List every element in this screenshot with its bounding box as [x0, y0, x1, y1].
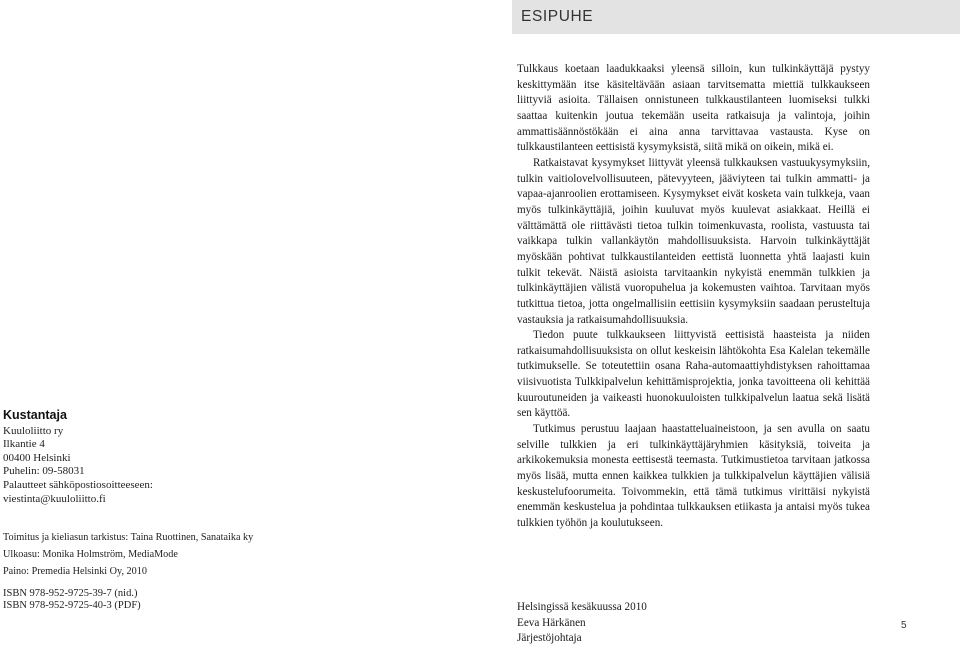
section-header-bar: [512, 0, 960, 34]
isbn-pdf: ISBN 978-952-9725-40-3 (PDF): [3, 600, 141, 611]
publisher-line: Kuuloliitto ry: [3, 424, 64, 437]
credits: [3, 529, 423, 580]
publisher-line: Ilkantie 4: [3, 438, 45, 451]
paragraph: Tulkkaus koetaan laadukkaaksi yleensä silloin, kun tulkinkäyttäjä pystyy keskittymään itse käsiteltävään asiaan tarvitsematta miettiä tulkkaukseen liittyviä asioita. Tällaisen onnistuneen tulkkaustilanteen luomiseksi tulkki saattaa kuitenkin joutua tekemään useita ratkaisuja ja valintoja, joihin ammattisäännöstökään ei aina anna tarvittavaa vastausta. Kyse on tulkkaustilanteen eettisistä kysymyksistä, siitä mikä on oikein, mikä ei.: [517, 63, 870, 154]
signature-title: Järjestöjohtaja: [517, 632, 582, 645]
signature-place-date: Helsingissä kesäkuussa 2010: [517, 601, 647, 613]
publisher-heading: Kustantaja: [3, 408, 67, 422]
isbn-block: [3, 588, 141, 612]
publisher-info: [3, 409, 363, 506]
signature-block: [517, 600, 647, 647]
paragraph: Tiedon puute tulkkaukseen liittyvistä eettisistä haasteista ja niiden ratkaisumahdollisuuksista on ollut keskeisin lähtökohta Esa Kalelan tekemälle tutkimukselle. Se toteutettiin osana Raha-automaattiyhdistyksen rahoittamaa viisivuotista Tulkkipalvelun kehittämisprojektia, jonka tavoitteena oli kehittää kuuroutuneiden ja vaikeasti huonokuuloisten tulkkipalvelun laatua sekä lisätä sen käyttöä.: [517, 329, 870, 420]
signature-name: Eeva Härkänen: [517, 616, 586, 629]
section-title: ESIPUHE: [521, 8, 594, 25]
publisher-email: viestinta@kuuloliitto.fi: [3, 492, 106, 505]
cover-credit: Ulkoasu: Monika Holmström, MediaMode: [3, 549, 178, 560]
paragraph: Tutkimus perustuu laajaan haastatteluaineistoon, ja sen avulla on saatu selville tulkkien ja eri tulkinkäyttäjäryhmien käsityksiä, toiveita ja arkikokemuksia monesta eettisestä teemasta. Tutkimustietoa tarvitaan jatkossa myös lisää, mutta ennen kaikkea tulkkien ja tulkkipalvelun käyttäjien välisiä keskustelufoorumeita. Toivommekin, että tämä tutkimus virittäisi nykyistä enemmän keskustelua ja pohdintaa tulkkauksen etiikasta ja antaisi myös tukea tulkkien työhön ja koulutukseen.: [517, 423, 870, 530]
publisher-line: Puhelin: 09-58031: [3, 465, 85, 478]
publisher-line: Palautteet sähköpostiosoitteeseen:: [3, 478, 153, 491]
isbn-print: ISBN 978-952-9725-39-7 (nid.): [3, 588, 138, 599]
print-credit: Paino: Premedia Helsinki Oy, 2010: [3, 566, 147, 577]
paragraph: Ratkaistavat kysymykset liittyvät yleensä tulkkauksen vastuukysymyksiin, tulkin vaitiolovelvollisuuteen, pätevyyteen, jääviyteen tai tulkin ammatti- ja vapaa-ajanroolien erottamiseen. Kysymykset eivät kosketa vain tulkkeja, vaan myös tulkinkäyttäjiä, joihin kuuluvat myös kuulevat asiakkaat. Heillä ei välttämättä ole riittävästi tietoa tulkin toimenkuvasta, roolista, vastuusta tai vaikkapa tulkin vallankäytön mahdollisuuksista. Harvoin tulkinkäyttäjät myöskään pohtivat tulkkaustilanteiden eettistä luonnetta yhtä laajasti kuin tulkit tekevät. Näistä asioista tarvitaankin nykyistä enemmän tulkkien ja tulkinkäyttäjien välistä vuoropuhelua ja kokemusten vaihtoa. Tarvitaan myös tutkittua tietoa, jotta ongelmallisiin eettisiin kysymyksiin saadaan perusteltuja vastauksia ja ratkaisumahdollisuuksia.: [517, 156, 870, 326]
publisher-line: 00400 Helsinki: [3, 451, 71, 464]
foreword-body: [517, 62, 870, 532]
editing-credit: Toimitus ja kieliasun tarkistus: Taina Ruottinen, Sanataika ky: [3, 532, 254, 543]
page-number: 5: [901, 620, 907, 631]
